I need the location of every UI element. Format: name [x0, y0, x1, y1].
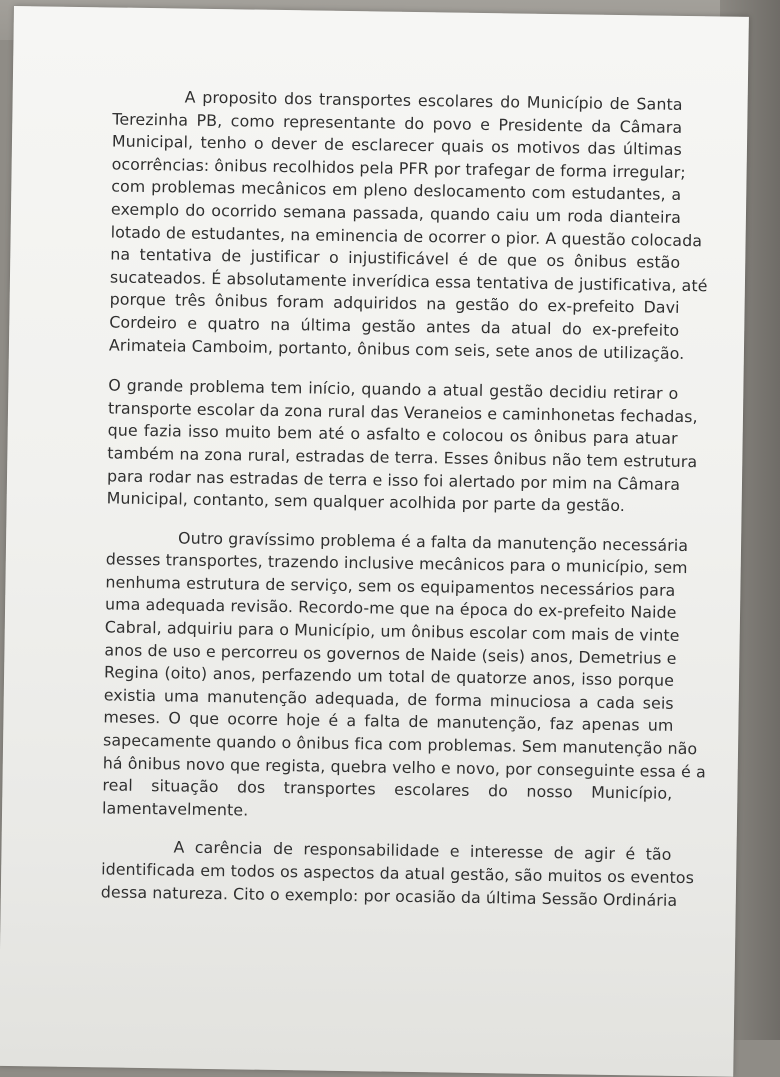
text-line: nenhuma estrutura de serviço, sem os equipamentos necessários para	[105, 572, 676, 600]
text-line: Cordeiro e quatro na última gestão antes da atual do ex-prefeito	[109, 312, 680, 340]
text-line: também na zona rural, estradas de terra. Esses ônibus não tem estrutura	[107, 443, 698, 472]
text-line: A carência de responsabilidade e interesse de agir é tão	[173, 837, 672, 865]
text-line: sapecamente quando o ônibus fica com problemas. Sem manutenção não	[102, 730, 698, 759]
text-line: exemplo do ocorrido semana passada, quando caiu um roda dianteira	[110, 199, 682, 227]
text-line: para rodar nas estradas de terra e isso foi alertado por mim na Câmara	[106, 465, 681, 494]
text-line: com problemas mecânicos em pleno deslocamento com estudantes, a	[111, 176, 682, 205]
text-line: desses transportes, trazendo inclusive mecânicos para o município, sem	[105, 549, 688, 578]
text-line: porque três ônibus foram adquiridos na gestão do ex-prefeito Davi	[109, 289, 680, 318]
text-line: na tentativa de justificar o injustificável é de que os ônibus estão	[110, 244, 681, 273]
text-line: Terezinha PB, como representante do povo e Presidente da Câmara	[112, 109, 683, 137]
paragraph-2	[106, 375, 698, 519]
text-line: meses. O que ocorre hoje é a falta de manutenção, faz apenas um	[103, 707, 674, 736]
text-line: anos de uso e percorreu os governos de Naide (seis) anos, Demetrius e	[104, 640, 677, 668]
text-line: Outro gravíssimo problema é a falta da manutenção necessária	[177, 528, 689, 555]
text-line: Municipal, contanto, sem qualquer acolhida por parte da gestão.	[106, 488, 626, 516]
text-line: Cabral, adquiriu para o Município, um ônibus escolar com mais de vinte	[104, 617, 680, 646]
text-line: Arimateia Camboim, portanto, ônibus com seis, sete anos de utilização.	[108, 334, 685, 363]
text-line: existia uma manutenção adequada, de forma minuciosa a cada seis	[103, 685, 674, 713]
paper-sheet	[0, 6, 749, 1077]
text-line: transporte escolar da zona rural das Veraneios e caminhonetas fechadas,	[107, 398, 698, 426]
paragraph-1	[108, 85, 708, 365]
text-line: Regina (oito) anos, perfazendo um total de quatorze anos, isso porque	[103, 662, 675, 691]
text-line: Municipal, tenho o dever de esclarecer quais os motivos das últimas	[111, 131, 683, 160]
text-line: identificada em todos os aspectos da atual gestão, são muitos os eventos	[101, 859, 695, 888]
text-line: O grande problema tem início, quando a atual gestão decidiu retirar o	[108, 375, 679, 404]
text-line: há ônibus novo que regista, quebra velho e novo, por conseguinte essa é a	[102, 753, 706, 781]
paragraph-3	[101, 526, 706, 828]
paragraph-4	[100, 836, 695, 912]
text-line: ocorrências: ônibus recolhidos pela PFR por trafegar de forma irregular;	[111, 154, 686, 182]
text-line: dessa natureza. Cito o exemplo: por ocasião da última Sessão Ordinária	[100, 881, 678, 910]
text-line: sucateados. É absolutamente inverídica essa tentativa de justificativa, até	[109, 267, 708, 296]
document-body	[100, 85, 708, 912]
text-line: A proposito dos transportes escolares do Município de Santa	[184, 87, 683, 114]
text-line: lotado de estudantes, na eminencia de ocorrer o pior. A questão colocada	[110, 222, 703, 250]
text-line: real situação dos transportes escolares do nosso Município,	[102, 775, 673, 804]
text-line: uma adequada revisão. Recordo-me que na época do ex-prefeito Naide	[104, 594, 677, 623]
text-line: lamentavelmente.	[101, 798, 249, 820]
text-line: que fazia isso muito bem até o asfalto e colocou os ônibus para atuar	[107, 420, 678, 449]
